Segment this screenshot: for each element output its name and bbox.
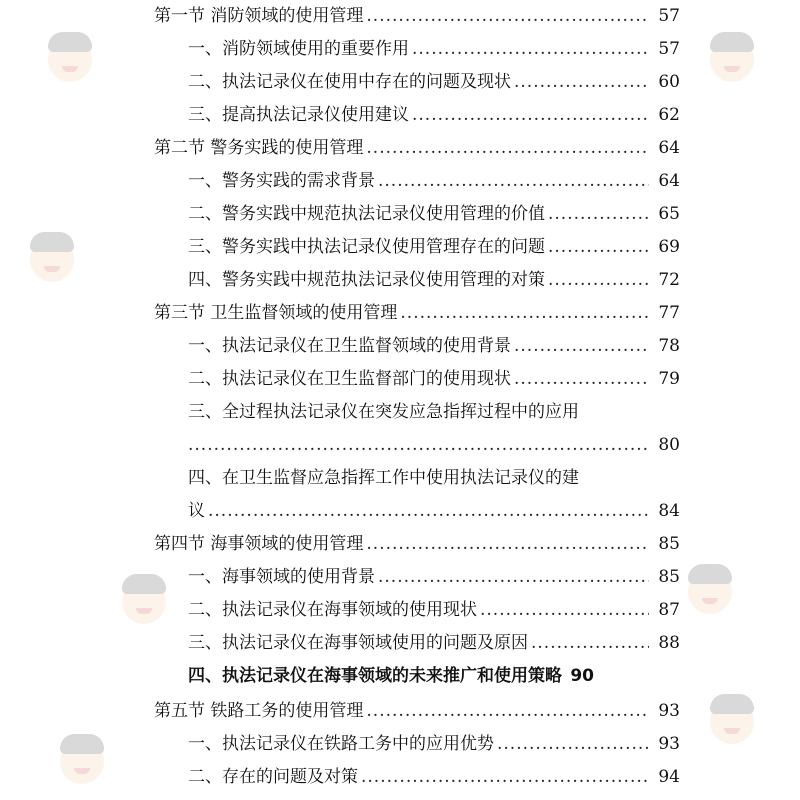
toc-entry-text: 二、执法记录仪在海事领域的使用现状: [188, 600, 477, 620]
toc-leader-dots: [514, 68, 649, 96]
toc-leader-dots: [514, 332, 649, 360]
toc-leader-dots: [412, 101, 649, 129]
toc-entry-text: 一、海事领域的使用背景: [188, 567, 375, 587]
toc-entry-text: 四、警务实践中规范执法记录仪使用管理的对策: [188, 270, 545, 290]
toc-entry-subsection[interactable]: [0, 596, 680, 624]
toc-entry-section[interactable]: [0, 2, 680, 30]
toc-entry-subsection[interactable]: [0, 763, 680, 791]
toc-leader-dots: [378, 167, 649, 195]
toc-entry-continuation[interactable]: [0, 497, 680, 525]
toc-entry-section[interactable]: [0, 697, 680, 725]
toc-entry-section[interactable]: [0, 299, 680, 327]
toc-entry-subsection[interactable]: [0, 35, 680, 63]
toc-page-number: 57: [658, 39, 680, 59]
toc-entry-text: 第四节 海事领域的使用管理: [154, 534, 364, 554]
toc-page-number: 90: [570, 666, 594, 686]
toc-page-number: 80: [658, 435, 680, 455]
toc-page-number: 64: [658, 171, 680, 191]
toc-entry-continuation[interactable]: [0, 431, 680, 459]
toc-entry-subsection[interactable]: [0, 464, 680, 492]
toc-entry-text: 二、执法记录仪在使用中存在的问题及现状: [188, 72, 511, 92]
watermark-face-icon: [710, 38, 754, 82]
toc-entry-text: 议: [188, 501, 205, 521]
toc-leader-dots: [366, 530, 649, 558]
toc-entry-subsection[interactable]: [0, 398, 680, 426]
toc-entry-text: 一、消防领域使用的重要作用: [188, 39, 409, 59]
toc-page-number: 77: [658, 303, 680, 323]
toc-entry-text: 四、在卫生监督应急指挥工作中使用执法记录仪的建: [188, 468, 579, 488]
toc-page-number: 85: [658, 567, 680, 587]
toc-entry-text: 第一节 消防领域的使用管理: [154, 6, 364, 26]
toc-entry-text: 第五节 铁路工务的使用管理: [154, 701, 364, 721]
toc-entry-subsection[interactable]: [0, 563, 680, 591]
toc-entry-text: 三、全过程执法记录仪在突发应急指挥过程中的应用: [188, 402, 579, 422]
toc-entry-subsection[interactable]: [0, 332, 680, 360]
toc-entry-text: 一、警务实践的需求背景: [188, 171, 375, 191]
toc-entry-text: 二、警务实践中规范执法记录仪使用管理的价值: [188, 204, 545, 224]
toc-leader-dots: [514, 365, 649, 393]
toc-page-number: 84: [658, 501, 680, 521]
toc-entry-subsection[interactable]: [0, 68, 680, 96]
toc-leader-dots: [548, 233, 649, 261]
watermark-face-icon: [688, 570, 732, 614]
toc-page-number: 64: [658, 138, 680, 158]
toc-entry-text: 三、提高执法记录仪使用建议: [188, 105, 409, 125]
toc-entry-subsection[interactable]: [0, 730, 680, 758]
toc-entry-text: 三、执法记录仪在海事领域使用的问题及原因: [188, 633, 528, 653]
toc-page-number: 88: [658, 633, 680, 653]
toc-leader-dots: [497, 730, 649, 758]
toc-entry-subsection[interactable]: [0, 266, 680, 294]
toc-leader-dots: [412, 35, 649, 63]
toc-leader-dots: [400, 299, 649, 327]
toc-entry-section[interactable]: [0, 530, 680, 558]
toc-page-number: 79: [658, 369, 680, 389]
toc-leader-dots: [188, 431, 649, 459]
toc-page-number: 87: [658, 600, 680, 620]
toc-page-number: 57: [658, 6, 680, 26]
toc-entry-text: 一、执法记录仪在卫生监督领域的使用背景: [188, 336, 511, 356]
toc-leader-dots: [480, 596, 649, 624]
toc-leader-dots: [366, 697, 649, 725]
toc-page-number: 78: [658, 336, 680, 356]
toc-leader-dots: [366, 134, 649, 162]
toc-leader-dots: [531, 629, 649, 657]
toc-entry-subsection[interactable]: [0, 662, 680, 690]
watermark-face-icon: [710, 700, 754, 744]
toc-page-number: 94: [658, 767, 680, 787]
toc-page-number: 72: [658, 270, 680, 290]
toc-leader-dots: [548, 200, 649, 228]
toc-entry-text: 一、执法记录仪在铁路工务中的应用优势: [188, 734, 494, 754]
toc-page-number: 65: [658, 204, 680, 224]
toc-page-number: 62: [658, 105, 680, 125]
toc-entry-text: 第三节 卫生监督领域的使用管理: [154, 303, 398, 323]
toc-entry-text: 第二节 警务实践的使用管理: [154, 138, 364, 158]
toc-entry-section[interactable]: [0, 134, 680, 162]
toc-page-number: 85: [658, 534, 680, 554]
toc-leader-dots: [548, 266, 649, 294]
toc-page-number: 93: [658, 701, 680, 721]
toc-entry-subsection[interactable]: [0, 101, 680, 129]
toc-entry-subsection[interactable]: [0, 200, 680, 228]
toc-entry-text: 二、存在的问题及对策: [188, 767, 358, 787]
toc-entry-text: 四、执法记录仪在海事领域的未来推广和使用策略: [188, 666, 562, 686]
toc-entry-text: 二、执法记录仪在卫生监督部门的使用现状: [188, 369, 511, 389]
toc-leader-dots: [366, 2, 649, 30]
toc-page-number: 69: [658, 237, 680, 257]
toc-page-number: 93: [658, 734, 680, 754]
toc-entry-subsection[interactable]: [0, 233, 680, 261]
toc-leader-dots: [378, 563, 649, 591]
toc-entry-subsection[interactable]: [0, 629, 680, 657]
toc-leader-dots: [208, 497, 649, 525]
toc-page-number: 60: [658, 72, 680, 92]
toc-leader-dots: [361, 763, 649, 791]
toc-entry-subsection[interactable]: [0, 167, 680, 195]
toc-entry-subsection[interactable]: [0, 365, 680, 393]
toc-entry-text: 三、警务实践中执法记录仪使用管理存在的问题: [188, 237, 545, 257]
